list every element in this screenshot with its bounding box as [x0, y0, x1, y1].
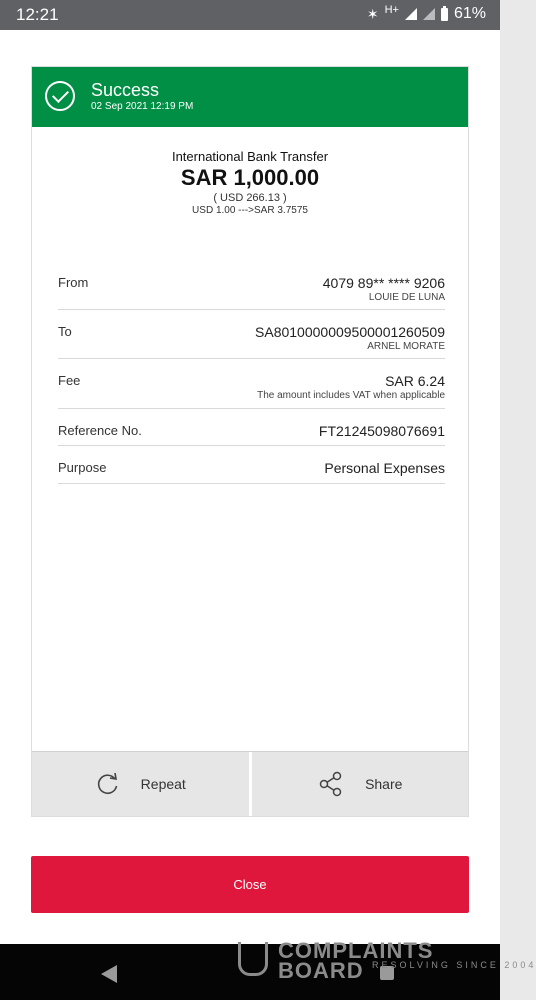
fee-label: Fee	[58, 373, 81, 388]
watermark-line1: COMPLAINTS	[278, 938, 434, 963]
from-label: From	[58, 275, 89, 290]
detail-row-reference	[58, 408, 445, 446]
converted-amount: ( USD 266.13 )	[213, 192, 287, 204]
fee-amount: SAR 6.24	[385, 373, 445, 389]
signal-icon	[405, 8, 417, 20]
battery-icon	[441, 8, 448, 21]
back-icon[interactable]	[101, 965, 117, 983]
detail-row-purpose	[58, 445, 445, 484]
transfer-type: International Bank Transfer	[171, 149, 329, 164]
close-button[interactable]: Close	[31, 856, 469, 913]
repeat-icon	[95, 771, 121, 797]
transfer-receipt-card	[31, 66, 469, 817]
bluetooth-icon: ✶	[366, 5, 379, 22]
watermark-line2: BOARD	[278, 958, 364, 983]
status-title: Success	[91, 80, 160, 100]
detail-row-from	[58, 263, 445, 310]
repeat-button[interactable]	[32, 752, 249, 816]
from-name: LOUIE DE LUNA	[368, 292, 445, 303]
status-time: 12:21	[16, 5, 59, 24]
share-button[interactable]	[249, 752, 469, 816]
watermark-tagline: RESOLVING SINCE 2004	[372, 960, 536, 970]
to-name: ARNEL MORATE	[367, 341, 445, 352]
from-account: 4079 89** **** 9206	[322, 275, 445, 291]
status-icons	[367, 5, 486, 23]
reference-number: FT21245098076691	[318, 423, 445, 439]
share-icon	[317, 770, 345, 798]
detail-row-to	[58, 309, 445, 359]
transfer-summary	[32, 149, 468, 216]
signal-icon-secondary	[423, 8, 435, 20]
transaction-datetime: 02 Sep 2021 12:19 PM	[91, 101, 194, 112]
exchange-rate: USD 1.00 --->SAR 3.7575	[192, 205, 308, 216]
repeat-label: Repeat	[140, 776, 186, 792]
status-bar	[0, 0, 500, 30]
reference-label: Reference No.	[58, 423, 142, 438]
success-header	[32, 67, 468, 127]
check-circle-icon	[45, 81, 75, 111]
purpose-label: Purpose	[58, 460, 107, 475]
receipt-actions	[32, 751, 468, 816]
fee-note: The amount includes VAT when applicable	[257, 390, 445, 401]
transfer-amount: SAR 1,000.00	[180, 165, 320, 190]
share-label: Share	[365, 776, 403, 792]
battery-level: 61%	[453, 5, 486, 22]
shield-icon	[238, 942, 268, 976]
network-type: H+	[384, 4, 399, 16]
to-iban: SA8010000009500001260509	[255, 324, 445, 340]
purpose-value: Personal Expenses	[324, 460, 445, 476]
detail-row-fee	[58, 358, 445, 409]
to-label: To	[58, 324, 72, 339]
